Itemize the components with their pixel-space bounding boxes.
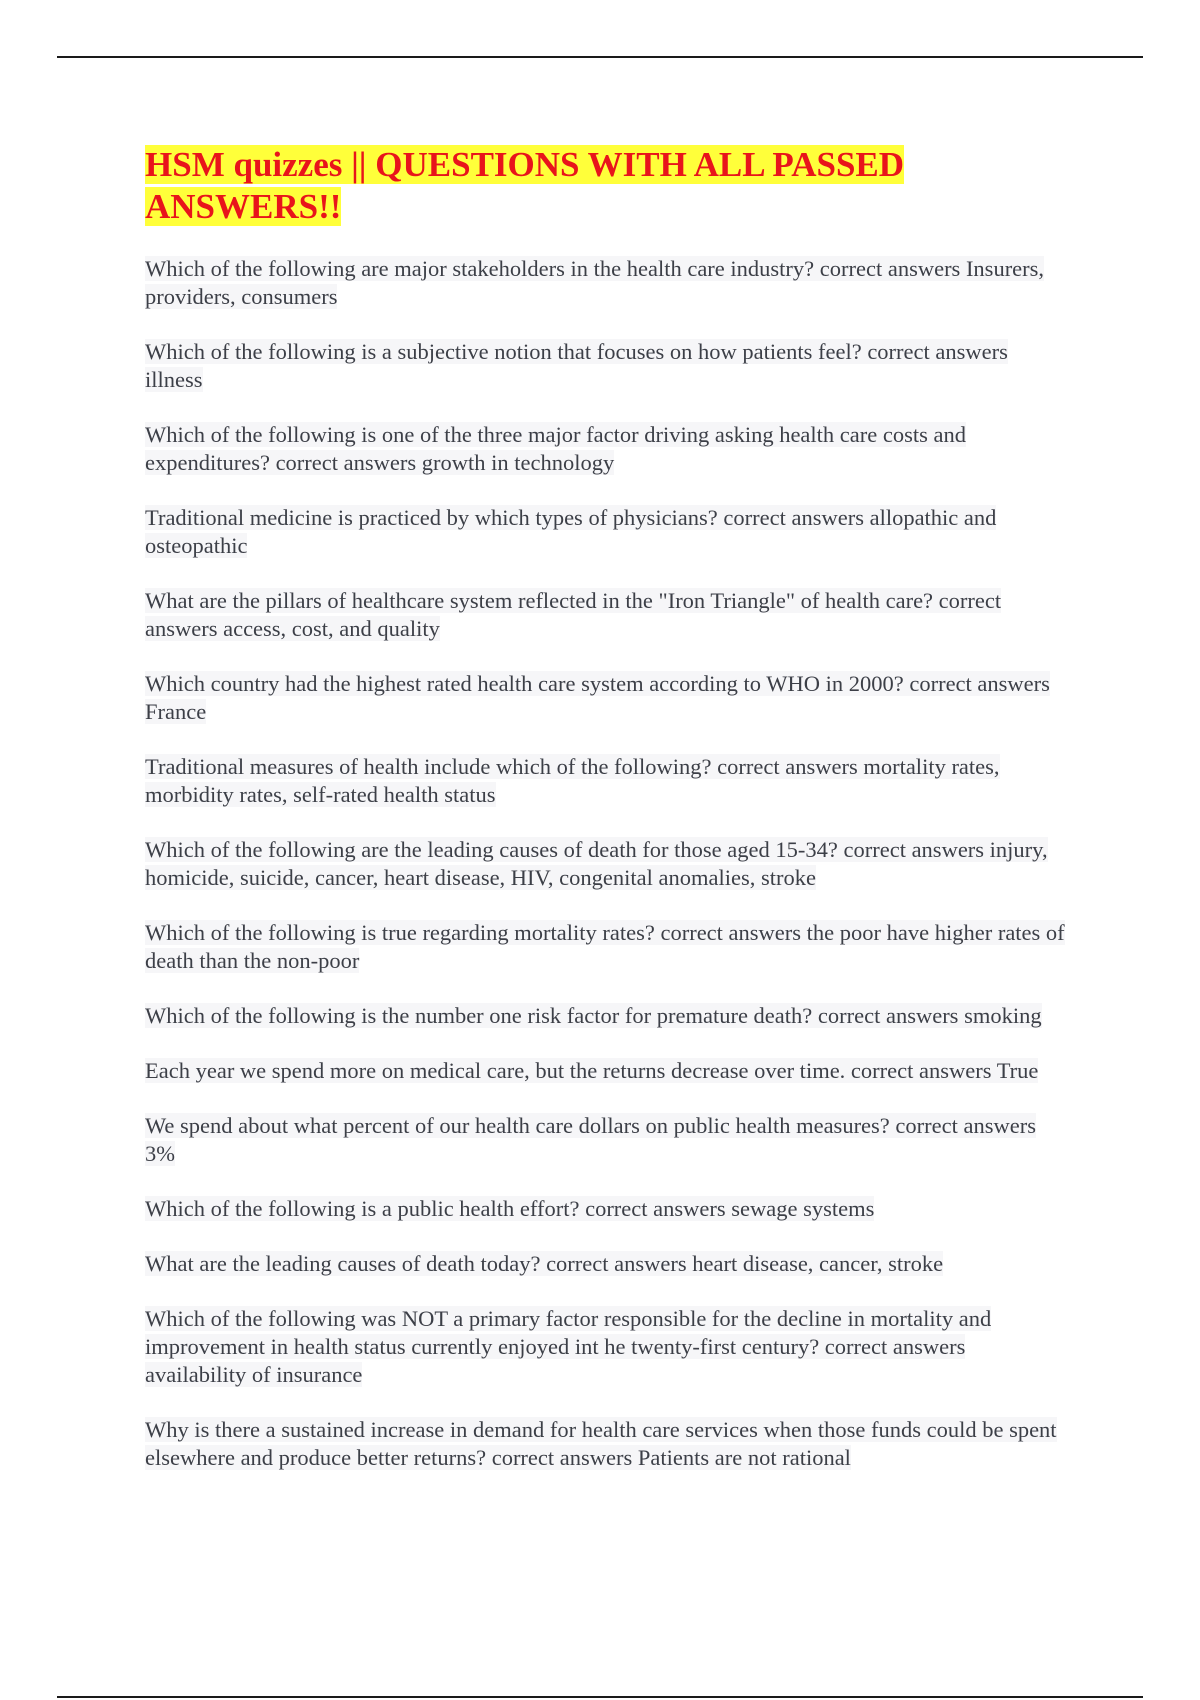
qa-text: Which of the following are major stakeholders in the health care industry? correct answers Insurers, providers, consumers xyxy=(145,256,1045,309)
qa-item xyxy=(145,1195,1065,1223)
qa-text: Which of the following is true regarding mortality rates? correct answers the poor have higher rates of death than the non-poor xyxy=(145,920,1065,973)
qa-text: Traditional medicine is practiced by which types of physicians? correct answers allopathic and osteopathic xyxy=(145,505,997,558)
qa-item xyxy=(145,1112,1065,1168)
qa-item xyxy=(145,1305,1065,1389)
document-title xyxy=(145,144,975,228)
qa-text: What are the pillars of healthcare system reflected in the "Iron Triangle" of health care? correct answers access, cost, and quality xyxy=(145,588,1002,641)
qa-text: Which of the following is a subjective notion that focuses on how patients feel? correct answers illness xyxy=(145,339,1008,392)
qa-text: Which of the following was NOT a primary factor responsible for the decline in mortality and improvement in health status currently enjoyed int he twenty-first century? correct answers availability of insurance xyxy=(145,1306,992,1387)
qa-item xyxy=(145,1416,1065,1472)
qa-item xyxy=(145,919,1065,975)
qa-item xyxy=(145,1250,1065,1278)
qa-item xyxy=(145,670,1065,726)
qa-text: We spend about what percent of our health care dollars on public health measures? correct answers 3% xyxy=(145,1113,1036,1166)
qa-text: Each year we spend more on medical care, but the returns decrease over time. correct answers True xyxy=(145,1058,1039,1083)
document-body xyxy=(145,144,1065,1499)
qa-item xyxy=(145,338,1065,394)
document-title-text: HSM quizzes || QUESTIONS WITH ALL PASSED ANSWERS!! xyxy=(145,145,905,226)
qa-item xyxy=(145,753,1065,809)
qa-text: Why is there a sustained increase in demand for health care services when those funds could be spent elsewhere and produce better returns? correct answers Patients are not rational xyxy=(145,1417,1057,1470)
qa-item xyxy=(145,421,1065,477)
qa-text: Which country had the highest rated health care system according to WHO in 2000? correct answers France xyxy=(145,671,1050,724)
qa-text: Which of the following is a public health effort? correct answers sewage systems xyxy=(145,1196,875,1221)
qa-text: Which of the following are the leading causes of death for those aged 15-34? correct answers injury, homicide, suicide, cancer, heart disease, HIV, congenital anomalies, stroke xyxy=(145,837,1048,890)
qa-text: Which of the following is the number one risk factor for premature death? correct answers smoking xyxy=(145,1003,1042,1028)
qa-item xyxy=(145,587,1065,643)
qa-text: Traditional measures of health include which of the following? correct answers mortality rates, morbidity rates, self-rated health status xyxy=(145,754,1000,807)
qa-text: What are the leading causes of death today? correct answers heart disease, cancer, stroke xyxy=(145,1251,944,1276)
qa-item xyxy=(145,836,1065,892)
top-rule xyxy=(57,56,1143,58)
qa-item xyxy=(145,1057,1065,1085)
qa-item xyxy=(145,255,1065,311)
qa-text: Which of the following is one of the three major factor driving asking health care costs and expenditures? correct answers growth in technology xyxy=(145,422,966,475)
bottom-rule xyxy=(57,1696,1143,1698)
qa-item xyxy=(145,504,1065,560)
qa-item xyxy=(145,1002,1065,1030)
